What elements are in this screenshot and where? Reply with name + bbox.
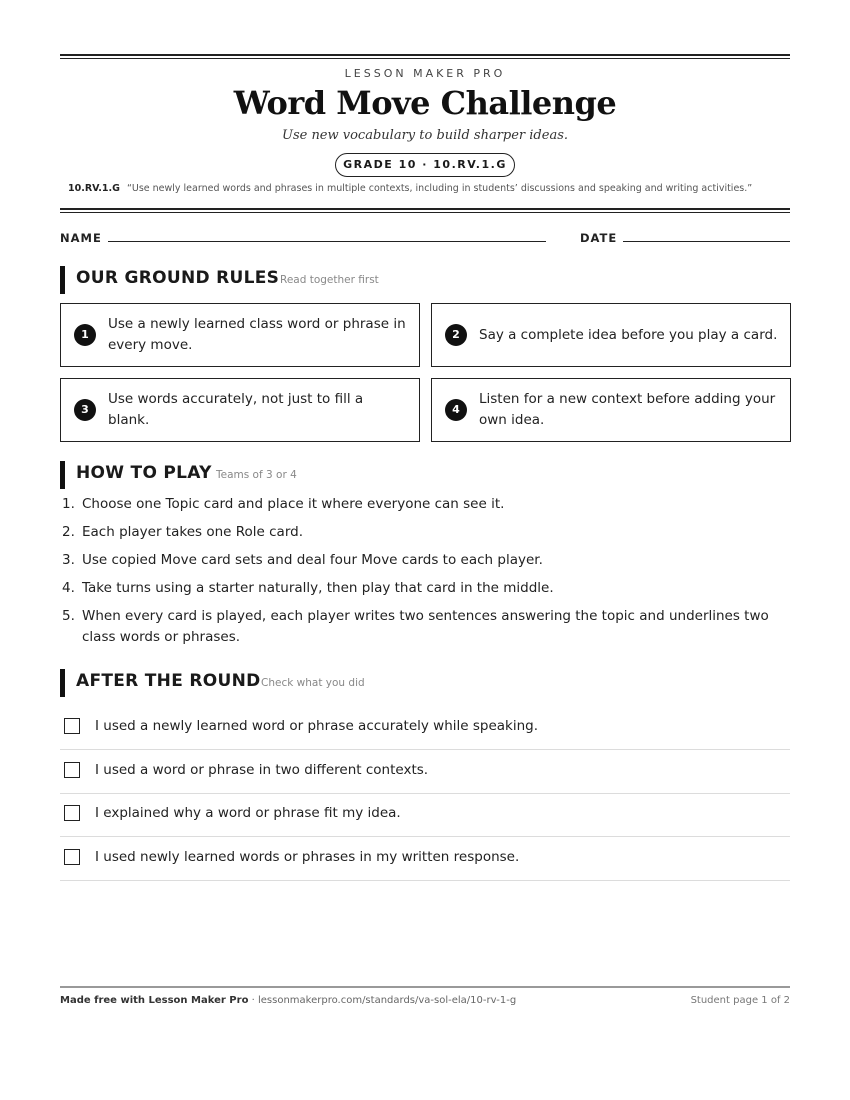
- footer-credit: [60, 995, 516, 1006]
- grade-badge: GRADE 10 · 10.RV.1.G: [335, 153, 515, 177]
- page-subtitle: Use new vocabulary to build sharper ideas.: [281, 128, 569, 143]
- brand-name: LESSON MAKER PRO: [344, 67, 506, 80]
- ground-rule-card: [431, 378, 791, 442]
- checklist-label: I explained why a word or phrase fit my idea.: [95, 805, 401, 821]
- section-note: Check what you did: [261, 677, 365, 689]
- section-marker: [60, 669, 65, 697]
- checkbox[interactable]: [64, 805, 80, 821]
- rule-text: Listen for a new context before adding your own idea.: [479, 391, 776, 428]
- ground-rule-card: [60, 378, 420, 442]
- step-number: 5.: [62, 608, 75, 624]
- step-text: Choose one Topic card and place it where everyone can see it.: [82, 496, 505, 512]
- checklist-label: I used a newly learned word or phrase accurately while speaking.: [95, 718, 539, 734]
- section-marker: [60, 461, 65, 489]
- header-bottom-rule: [60, 208, 790, 213]
- ground-rules-heading: [60, 266, 790, 294]
- checklist-row: [60, 705, 790, 750]
- after-round-heading: [60, 669, 790, 697]
- rule-number-badge: 3: [74, 399, 96, 421]
- name-field[interactable]: [108, 241, 546, 242]
- footer-url: · lessonmakerpro.com/standards/va-sol-ela/10-rv-1-g: [248, 995, 517, 1006]
- step-number: 4.: [62, 580, 75, 596]
- checklist-row: [60, 836, 790, 881]
- rule-number-badge: 4: [445, 399, 467, 421]
- how-to-play-heading: [60, 461, 790, 489]
- rule-text: Use words accurately, not just to fill a blank.: [108, 391, 364, 428]
- rule-text: Say a complete idea before you play a card.: [479, 326, 778, 343]
- section-note: Teams of 3 or 4: [216, 469, 297, 481]
- footer-rule: [60, 986, 790, 988]
- checklist-label: I used newly learned words or phrases in my written response.: [95, 849, 520, 865]
- list-item: [60, 494, 790, 515]
- ground-rule-card: [431, 303, 791, 367]
- list-item: [60, 522, 790, 543]
- standard-code: 10.RV.1.G: [68, 183, 120, 194]
- step-number: 3.: [62, 552, 75, 568]
- rule-number-badge: 2: [445, 324, 467, 346]
- checkbox[interactable]: [64, 762, 80, 778]
- list-item: [60, 606, 790, 648]
- date-label: DATE: [580, 231, 618, 245]
- list-item: [60, 550, 790, 571]
- rule-number-badge: 1: [74, 324, 96, 346]
- section-title: OUR GROUND RULES: [76, 268, 280, 288]
- section-marker: [60, 266, 65, 294]
- checklist-row: [60, 792, 790, 837]
- footer-made-with: Made free with Lesson Maker Pro: [60, 995, 249, 1006]
- name-label: NAME: [60, 231, 102, 245]
- section-title: AFTER THE ROUND: [76, 671, 261, 691]
- ground-rule-card: [60, 303, 420, 367]
- standard-statement: [68, 183, 792, 194]
- section-title: HOW TO PLAY: [76, 463, 212, 483]
- list-item: [60, 578, 790, 599]
- step-text: When every card is played, each player writes two sentences answering the topic and underlines two class words or phrases.: [82, 608, 769, 645]
- step-text: Take turns using a starter naturally, then play that card in the middle.: [82, 580, 554, 596]
- step-text: Use copied Move card sets and deal four Move cards to each player.: [82, 552, 543, 568]
- date-field[interactable]: [623, 241, 790, 242]
- step-number: 2.: [62, 524, 75, 540]
- page-title: Word Move Challenge: [233, 84, 617, 122]
- how-to-play-steps: [60, 494, 790, 655]
- checklist-row: [60, 749, 790, 794]
- step-number: 1.: [62, 496, 75, 512]
- section-note: Read together first: [280, 274, 379, 286]
- rule-text: Use a newly learned class word or phrase in every move.: [108, 316, 406, 353]
- checklist-label: I used a word or phrase in two different contexts.: [95, 762, 429, 778]
- checkbox[interactable]: [64, 849, 80, 865]
- page-indicator: Student page 1 of 2: [690, 995, 790, 1006]
- header-top-rule: [60, 54, 790, 59]
- step-text: Each player takes one Role card.: [82, 524, 303, 540]
- checkbox[interactable]: [64, 718, 80, 734]
- standard-text: “Use newly learned words and phrases in multiple contexts, including in students’ discussions and speaking and writing activities.”: [126, 183, 753, 194]
